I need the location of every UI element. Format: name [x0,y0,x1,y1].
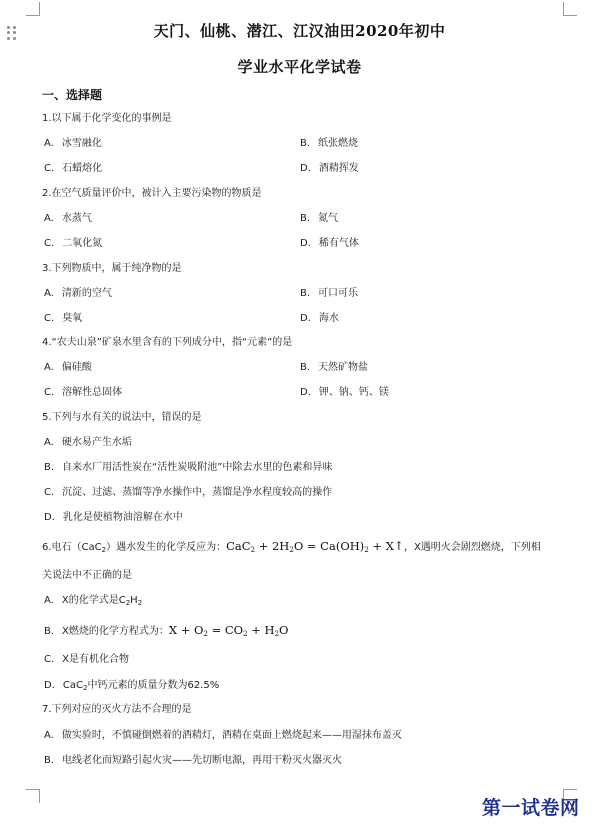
question-3-option-c: C. 臭氧 [44,313,83,324]
question-7-option-a: A. 做实验时，不慎碰倒燃着的酒精灯，酒精在桌面上燃烧起来——用湿抹布盖灭 [44,730,402,741]
question-4-option-d: D. 钾、钠、钙、镁 [300,387,389,398]
question-5-option-a: A. 硬水易产生水垢 [44,437,132,448]
question-5-stem: 5.下列与水有关的说法中，错误的是 [42,412,202,423]
question-5-option-c: C. 沉淀、过滤、蒸馏等净水操作中，蒸馏是净水程度较高的操作 [44,487,333,498]
question-1-option-b: B. 纸张燃烧 [300,138,359,149]
question-1-option-c: C. 石蜡熔化 [44,163,103,174]
question-6-stem-line2: 关说法中不正确的是 [42,570,132,581]
question-7-option-b: B. 电线老化而短路引起火灾——先切断电源，再用干粉灭火器灭火 [44,755,343,766]
question-3-option-a: A. 清新的空气 [44,288,112,299]
question-2-option-c: C. 二氧化氮 [44,238,103,249]
question-6-option-c: C. X是有机化合物 [44,654,130,665]
question-3-option-b: B. 可口可乐 [300,288,359,299]
question-6-option-b: B. X燃烧的化学方程式为：$X + O_2 = CO_2 + H_2O$ [44,623,289,638]
question-6-stem: 6.电石（CaC$_2$）遇水发生的化学反应为：$CaC_2 + 2H_2O = Ca(OH)_2$ + X↑，X遇明火会剧烈燃烧，下列相 [42,539,541,554]
question-1-option-a: A. 冰雪融化 [44,138,102,149]
reaction-equation: $CaC_2 + 2H_2O = Ca(OH)_2$ + X↑ [226,539,404,554]
question-6-option-d: D. CaC$_2$中钙元素的质量分数为62.5% [44,680,220,692]
question-4-option-a: A. 偏硅酸 [44,362,92,373]
question-4-option-b: B. 天然矿物盐 [300,362,369,373]
site-watermark-logo: 第一试卷网 [482,797,580,819]
question-5-option-d: D. 乳化是使植物油溶解在水中 [44,512,183,523]
question-2-option-d: D. 稀有气体 [300,238,359,249]
question-4-option-c: C. 溶解性总固体 [44,387,123,398]
question-4-stem: 4.“农夫山泉”矿泉水里含有的下列成分中，指“元素”的是 [42,337,293,348]
gas-arrow-icon: ↑ [393,539,404,553]
question-1-option-d: D. 酒精挥发 [300,163,359,174]
page-title-line1: 天门、仙桃、潜江、江汉油田2020年初中 [153,22,446,40]
question-3-stem: 3.下列物质中，属于纯净物的是 [42,263,182,274]
question-2-option-b: B. 氮气 [300,213,339,224]
question-5-option-b: B. 自来水厂用活性炭在“活性炭吸附池”中除去水里的色素和异味 [44,462,333,473]
question-7-stem: 7.下列对应的灭火方法不合理的是 [42,704,192,715]
margin-corner-top-left [26,2,40,16]
question-2-stem: 2.在空气质量评价中，被计入主要污染物的物质是 [42,188,262,199]
section-title: 一、选择题 [42,88,103,102]
question-1-stem: 1.以下属于化学变化的事例是 [42,113,172,124]
question-3-option-d: D. 海水 [300,313,339,324]
question-2-option-a: A. 水蒸气 [44,213,92,224]
margin-corner-top-right [563,2,577,16]
margin-corner-bottom-left [26,789,40,803]
question-6-option-a: A. X的化学式是$C_2H_2$ [44,595,143,607]
page-title-line2: 学业水平化学试卷 [237,58,362,76]
